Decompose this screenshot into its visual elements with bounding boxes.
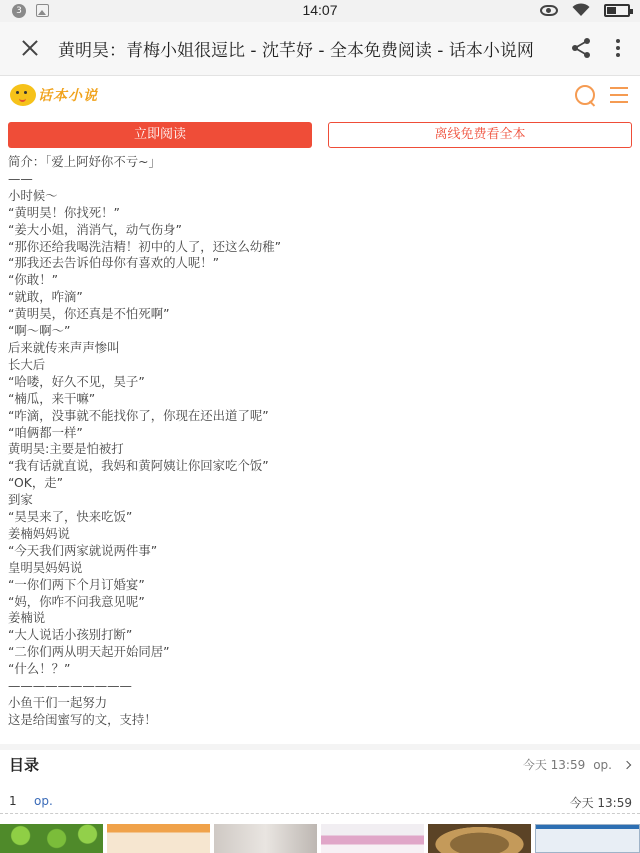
share-icon[interactable] [570, 36, 592, 60]
status-bar [0, 0, 640, 22]
toc-row-number: 1 [9, 794, 17, 808]
notification-badge-icon: 3 [12, 4, 26, 18]
ad-thumbnail-pink[interactable] [321, 824, 424, 853]
ad-thumbnail-strip [0, 824, 640, 853]
intro-line: “黄明昊，你还真是不怕死啊” [8, 306, 170, 322]
intro-line: “你敢！” [8, 272, 59, 288]
intro-line: 黄明昊:主要是怕被打 [8, 441, 124, 457]
intro-line: “昊昊来了，快来吃饭” [8, 509, 133, 525]
toc-title: 目录 [9, 756, 40, 774]
toc-row[interactable] [0, 790, 640, 814]
menu-icon[interactable] [610, 86, 630, 104]
intro-line: “一你们两下个月订婚宴” [8, 576, 145, 592]
intro-line: —————————— [8, 678, 132, 694]
intro-line: “啊～啊～” [8, 323, 71, 339]
ad-thumbnail-screen[interactable] [535, 824, 640, 853]
ad-thumbnail-book[interactable] [107, 824, 210, 853]
intro-line: 姜楠说 [8, 610, 46, 626]
intro-line: 小时候～ [8, 187, 58, 203]
close-button[interactable] [18, 36, 42, 60]
page-title: 黄明昊：青梅小姐很逗比 - 沈芊妤 - 全本免费阅读 - 话本小说网 [58, 41, 534, 61]
intro-line: “妈，你咋不问我意见呢” [8, 593, 145, 609]
intro-line: “今天我们两家就说两件事” [8, 542, 158, 558]
toc-row-time: 今天 13:59 [569, 796, 632, 810]
battery-icon [604, 4, 630, 17]
intro-line: “二你们两从明天起开始同居” [8, 644, 170, 660]
intro-line: “大人说话小孩别打断” [8, 627, 133, 643]
status-right [540, 3, 630, 17]
site-header [0, 76, 640, 118]
toc-row-chapter-link[interactable]: op. [34, 794, 53, 808]
intro-line: “楠瓜，来干嘛” [8, 390, 96, 406]
logo-text: 话本小说 [38, 88, 98, 104]
intro-line: —— [8, 170, 33, 186]
intro-line: “我有话就直说，我妈和黄阿姨让你回家吃个饭” [8, 458, 269, 474]
intro-line: “就敢，咋滴” [8, 289, 83, 305]
intro-line: “OK，走” [8, 475, 64, 491]
intro-line: “咋滴，没事就不能找你了，你现在还出道了呢” [8, 407, 269, 423]
intro-line: 简介：「爱上阿妤你不亏~」 [8, 154, 161, 169]
book-intro [8, 154, 628, 729]
toc-header [0, 750, 640, 780]
intro-line: “什么！？” [8, 661, 71, 677]
intro-line: 这是给闺蜜写的文，支持！ [8, 711, 157, 727]
intro-line: 小鱼干们一起努力 [8, 695, 108, 710]
intro-line: “哈喽，好久不见，昊子” [8, 373, 145, 389]
intro-line: 后来就传来声声惨叫 [8, 339, 120, 355]
site-logo[interactable] [10, 84, 98, 106]
offline-read-button[interactable]: 离线免费看全本 [328, 122, 632, 148]
more-options-icon[interactable] [608, 36, 628, 60]
logo-mascot-icon [10, 84, 36, 106]
wifi-icon [572, 3, 590, 17]
intro-line: 长大后 [8, 356, 46, 372]
read-now-button[interactable]: 立即阅读 [8, 122, 312, 148]
eye-comfort-icon [540, 5, 558, 16]
intro-line: “那我还去告诉伯母你有喜欢的人呢！” [8, 255, 220, 271]
intro-line: “姜大小姐，消消气，动气伤身” [8, 221, 182, 237]
intro-line: “咱俩都一样” [8, 424, 83, 440]
search-icon[interactable] [574, 84, 598, 108]
toc-latest-link[interactable] [523, 756, 630, 773]
toc-latest-chapter: op. [593, 757, 612, 772]
ad-thumbnail-hair[interactable] [428, 824, 531, 853]
toc-latest-time: 今天 13:59 [522, 758, 586, 772]
ad-thumbnail-person[interactable] [214, 824, 317, 853]
intro-line: 姜楠妈妈说 [8, 525, 70, 541]
intro-line: “那你还给我喝洗洁精！初中的人了，还这么幼稚” [8, 238, 282, 254]
status-time: 14:07 [302, 2, 338, 18]
intro-line: 到家 [8, 492, 33, 508]
chevron-right-icon [623, 760, 631, 768]
browser-title-bar [0, 22, 640, 76]
ad-thumbnail-green-fruit[interactable] [0, 824, 103, 853]
intro-line: “黄明昊！你找死！” [8, 204, 120, 220]
intro-line: 皇明昊妈妈说 [8, 559, 83, 575]
